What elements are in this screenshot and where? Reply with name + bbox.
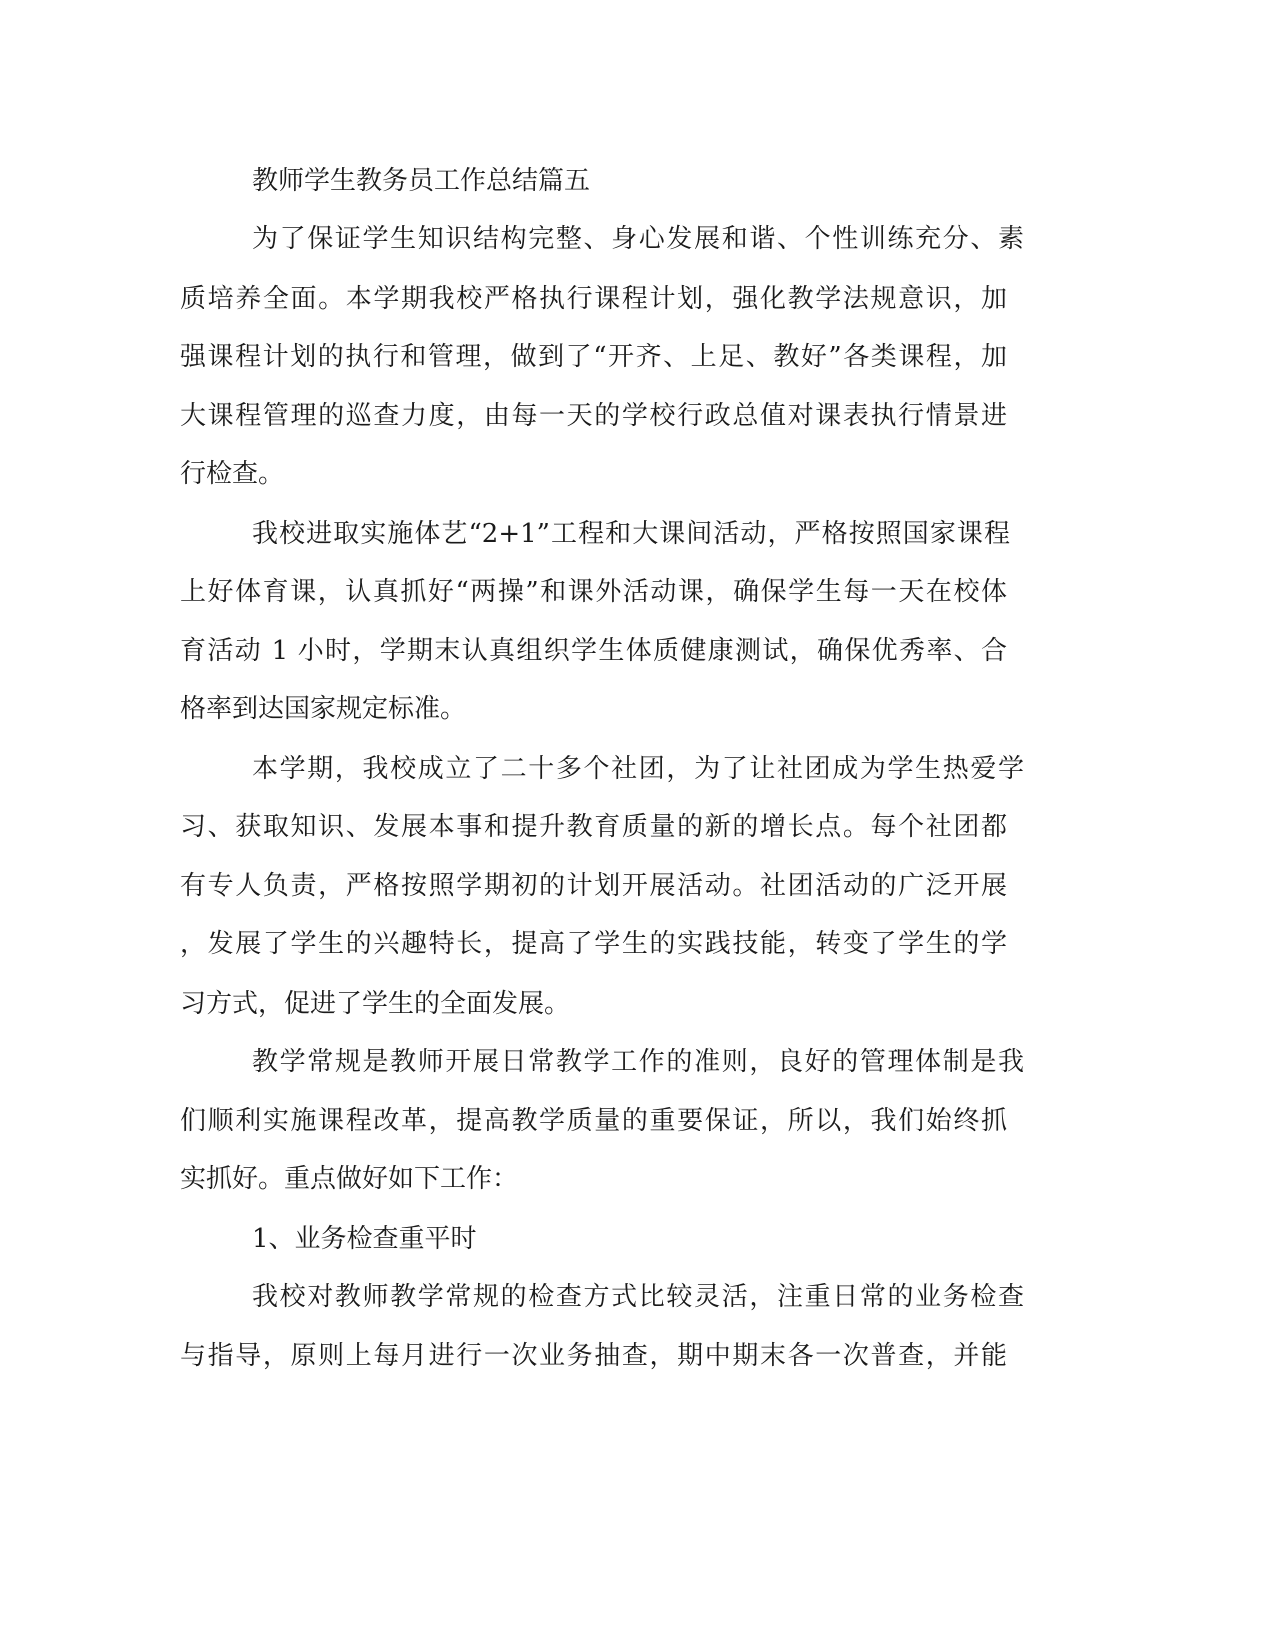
paragraph-line: 习方式，促进了学生的全面发展。 [180,989,571,1019]
paragraph-line: 质培养全面。本学期我校严格执行课程计划，强化教学法规意识，加 [180,284,1007,314]
paragraph-line: 教学常规是教师开展日常教学工作的准则，良好的管理体制是我 [252,1047,1024,1077]
paragraph-line: ，发展了学生的兴趣特长，提高了学生的实践技能，转变了学生的学 [180,929,1007,959]
paragraph-line: 育活动 1 小时，学期末认真组织学生体质健康测试，确保优秀率、合 [180,636,1007,666]
paragraph-line: 行检查。 [180,459,285,489]
section-heading: 1、业务检查重平时 [252,1224,477,1254]
paragraph-line: 上好体育课，认真抓好“两操”和课外活动课，确保学生每一天在校体 [180,577,1007,607]
paragraph-line: 习、获取知识、发展本事和提升教育质量的新的增长点。每个社团都 [180,812,1007,842]
paragraph-line: 有专人负责，严格按照学期初的计划开展活动。社团活动的广泛开展 [180,871,1007,901]
paragraph-line: 格率到达国家规定标准。 [180,694,467,724]
paragraph-line: 我校进取实施体艺“2+1”工程和大课间活动，严格按照国家课程 [252,519,1010,549]
paragraph-line: 与指导，原则上每月进行一次业务抽查，期中期末各一次普查，并能 [180,1341,1007,1371]
paragraph-line: 强课程计划的执行和管理，做到了“开齐、上足、教好”各类课程，加 [180,342,1007,372]
paragraph-line: 本学期，我校成立了二十多个社团，为了让社团成为学生热爱学 [252,754,1024,784]
paragraph-line: 大课程管理的巡查力度，由每一天的学校行政总值对课表执行情景进 [180,401,1007,431]
paragraph-line: 我校对教师教学常规的检查方式比较灵活，注重日常的业务检查 [252,1282,1024,1312]
paragraph-line: 们顺利实施课程改革，提高教学质量的重要保证，所以，我们始终抓 [180,1106,1007,1136]
paragraph-line: 实抓好。重点做好如下工作： [180,1164,519,1194]
paragraph-line: 为了保证学生知识结构完整、身心发展和谐、个性训练充分、素 [252,224,1024,254]
document-title: 教师学生教务员工作总结篇五 [252,166,591,196]
